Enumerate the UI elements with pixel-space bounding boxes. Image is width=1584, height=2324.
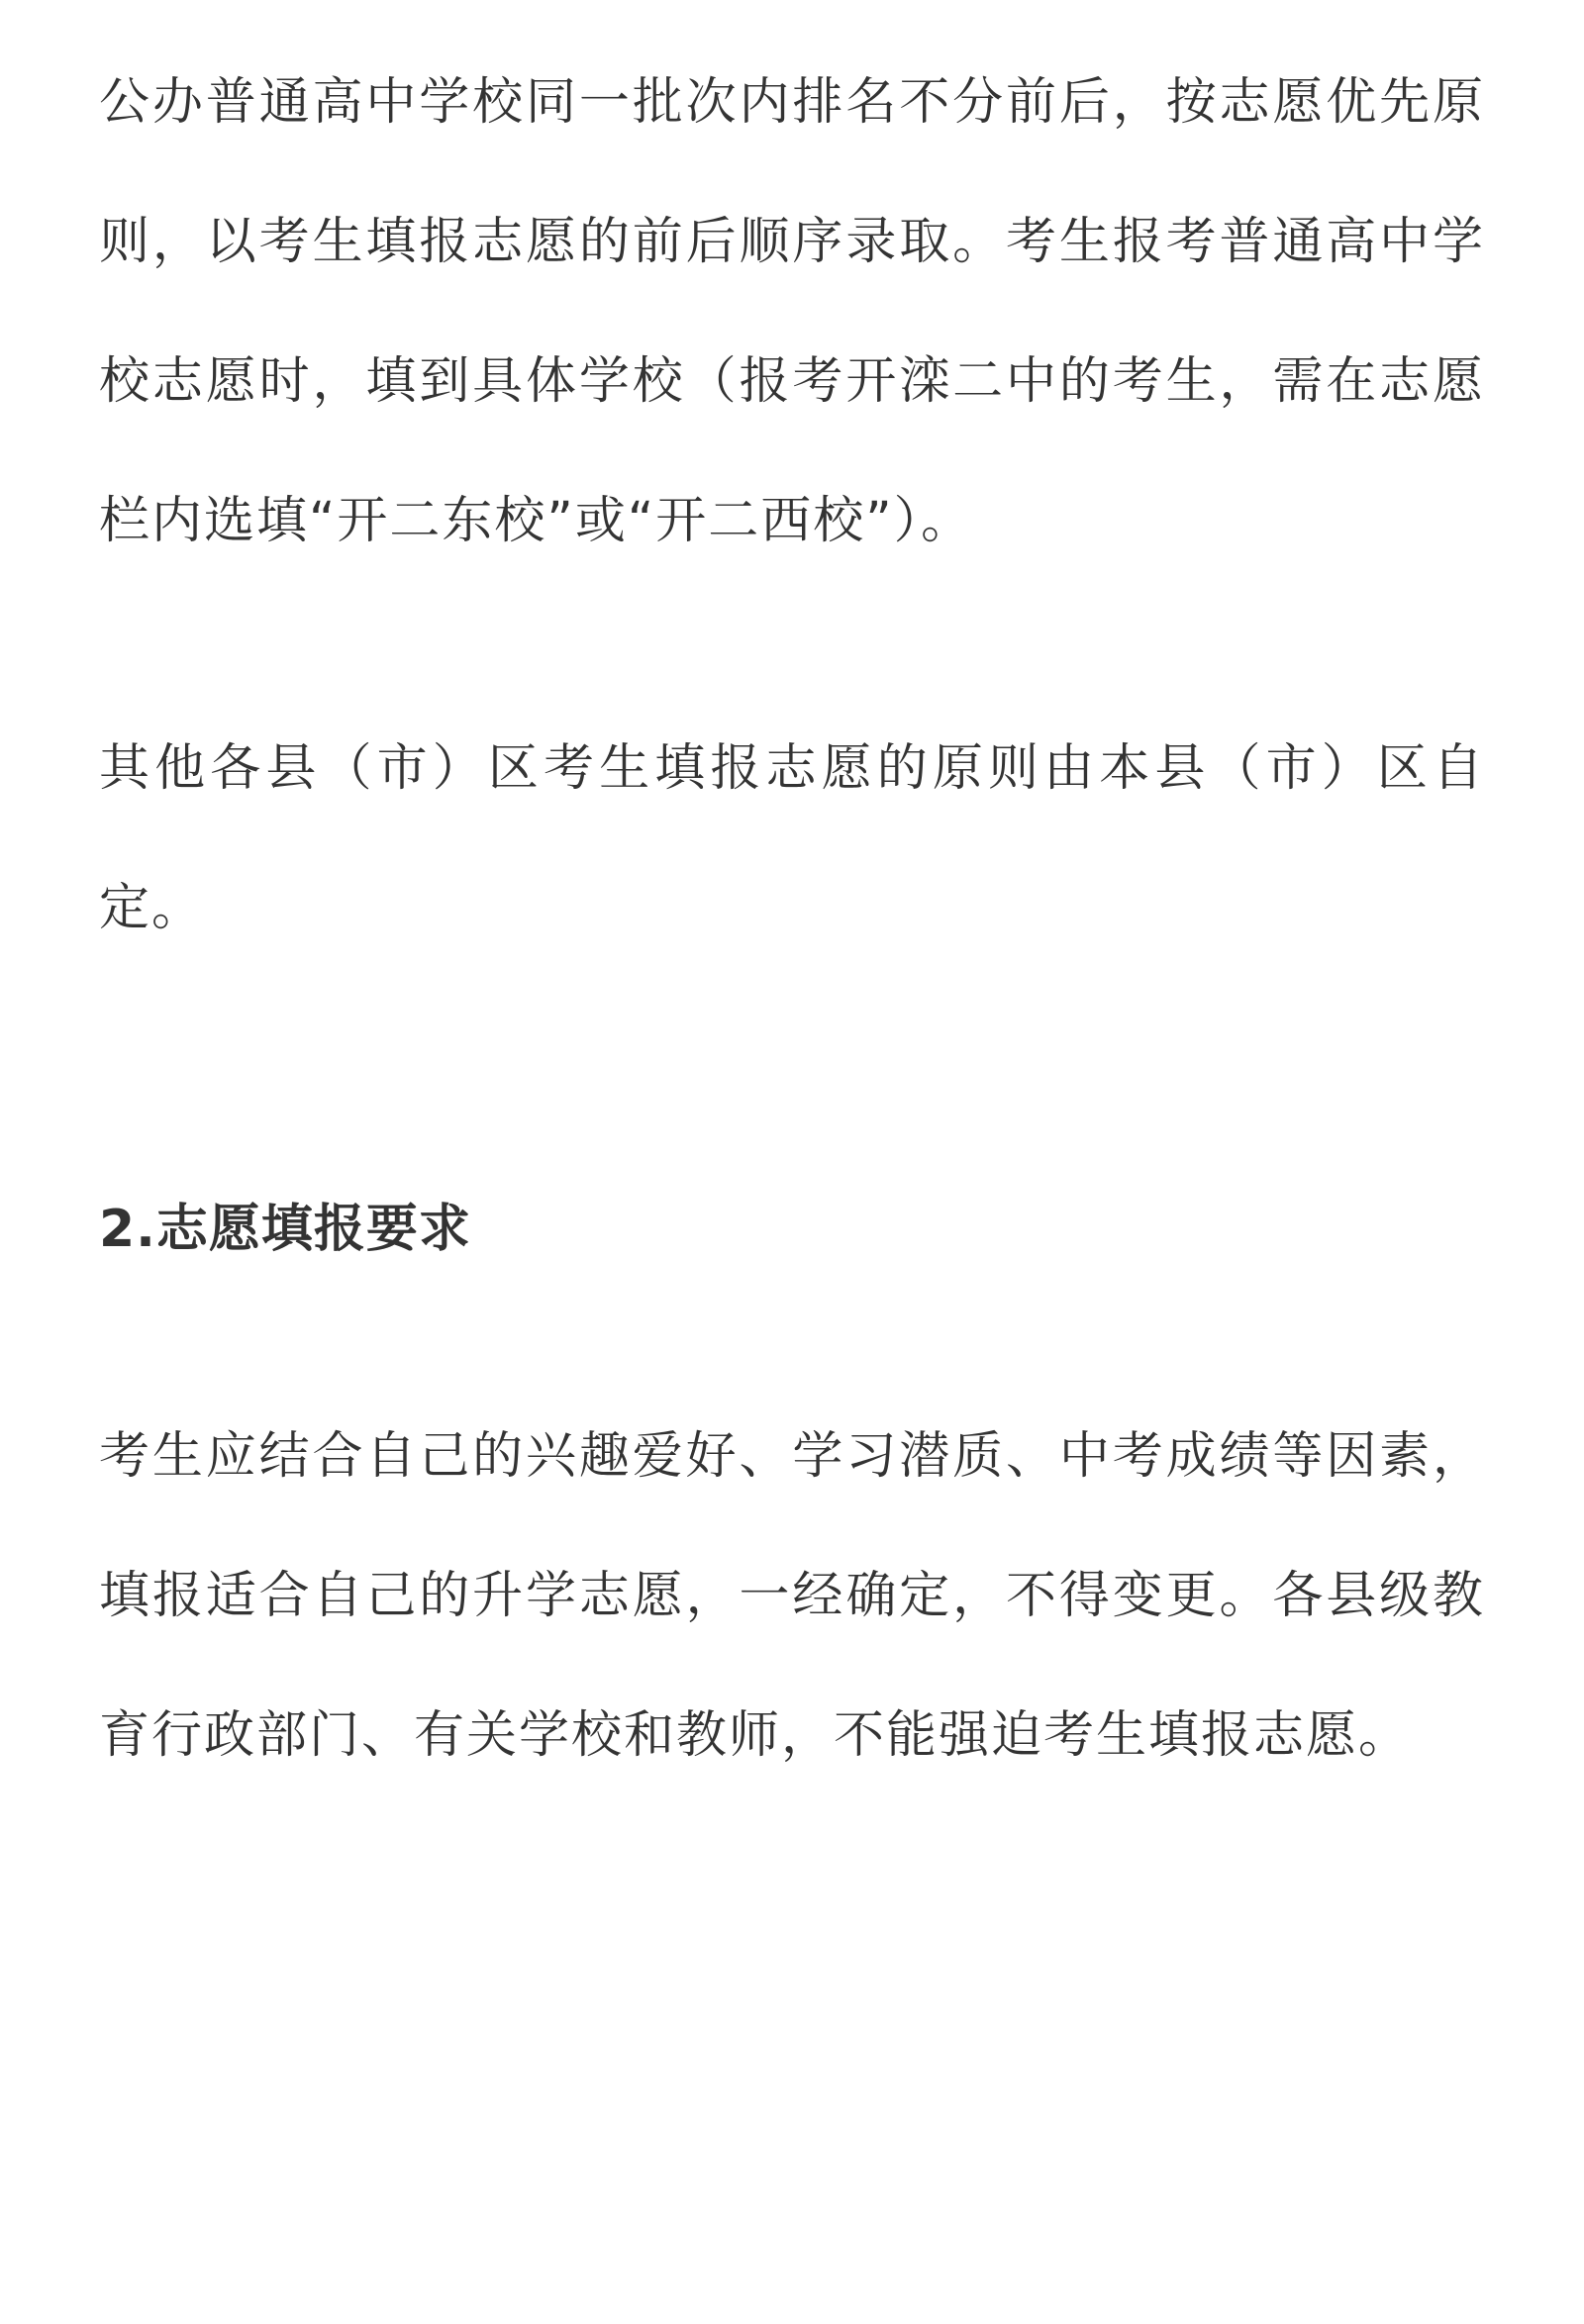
paragraph-county-principle: 其他各县（市）区考生填报志愿的原则由本县（市）区自定。 <box>99 739 1485 937</box>
paragraph-admission-principle: 公办普通高中学校同一批次内排名不分前后，按志愿优先原则，以考生填报志愿的前后顺序录取。考生报考普通高中学校志愿时，填到具体学校（报考开滦二中的考生，需在志愿栏内选填“开二东校”或“开二西校”）。 <box>99 73 1485 550</box>
section-heading: 2.志愿填报要求 <box>99 1200 471 1259</box>
paragraph-application-requirements: 考生应结合自己的兴趣爱好、学习潜质、中考成绩等因素，填报适合自己的升学志愿，一经确定，不得变更。各县级教育行政部门、有关学校和教师，不能强迫考生填报志愿。 <box>99 1427 1485 1765</box>
